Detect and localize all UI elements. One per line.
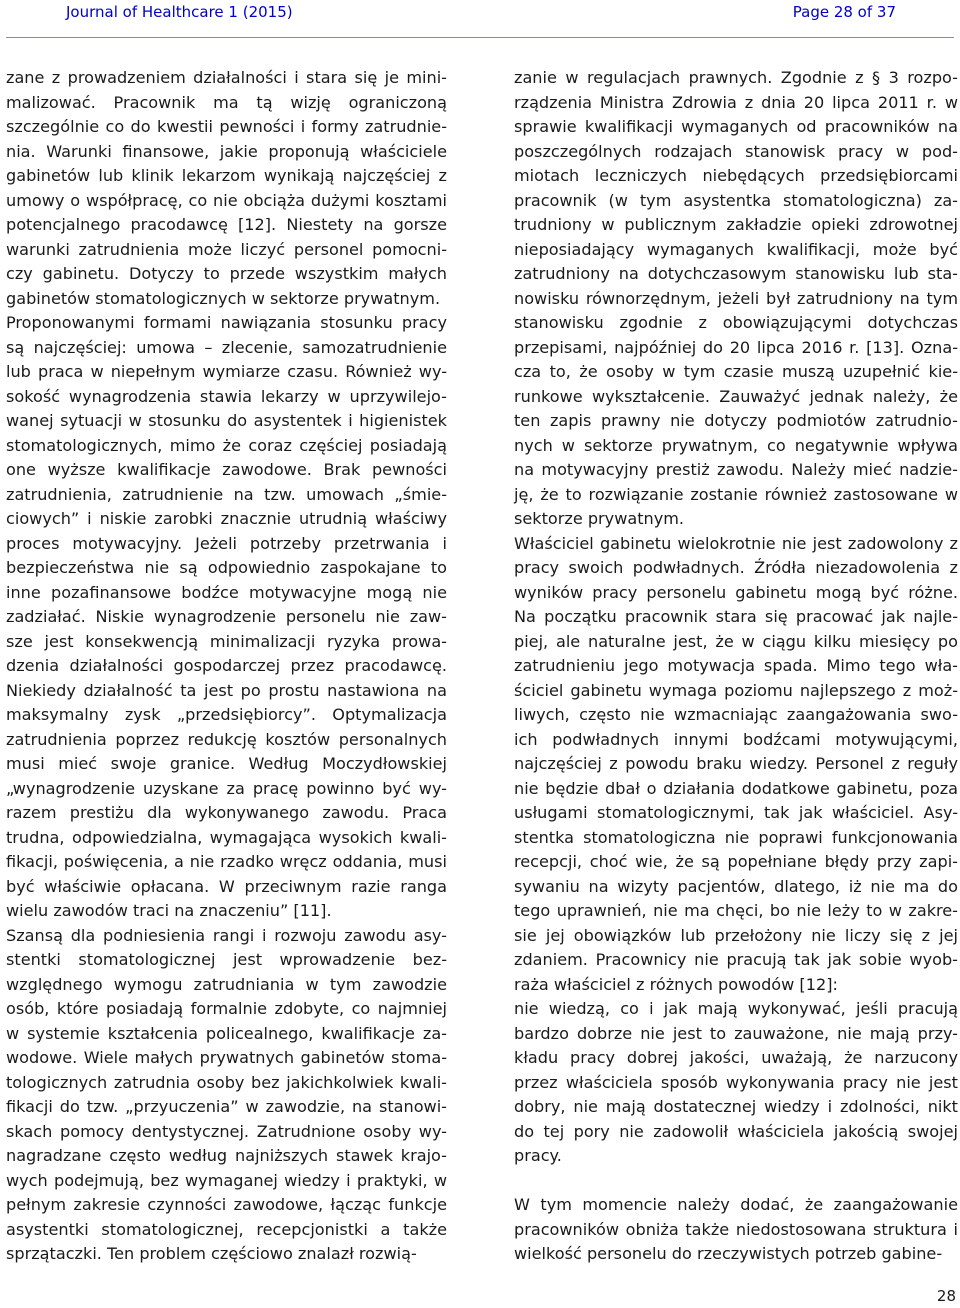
text-line: nieposiadający wymaganych kwalifikacji, może być xyxy=(514,239,958,259)
text-line: zdaniem. Pracownicy nie pracują tak jak sobie wyob- xyxy=(514,950,958,969)
text-line: ję, że to rozwiązanie zostanie również zastosowane w xyxy=(514,484,958,504)
text-line: zatrudnienia poprzez redukcję kosztów personalnych xyxy=(6,729,447,749)
text-line: być właściwie opłacana. W przeciwnym razie ranga xyxy=(6,876,447,896)
page-indicator: Page 28 of 37 xyxy=(792,3,896,21)
text-line: warunki zatrudnienia może liczyć personel pomocni- xyxy=(6,239,447,259)
text-line: kładu pracy dobrej jakości, uważają, że narzucony xyxy=(514,1048,958,1067)
text-line: stentka stomatologiczna nie poprawi funkcjonowania xyxy=(514,827,958,847)
text-line: gabinetów lub klinik lekarzom wynikają najczęściej z xyxy=(6,166,447,185)
text-line: raża właściciel z różnych powodów [12]: xyxy=(514,974,838,994)
paragraph-gap xyxy=(514,1169,958,1194)
text-line: liwych, często nie wzmacniając zaangażowania swo- xyxy=(514,705,958,724)
text-line: wodowe. Wiele małych prywatnych gabinetów stoma- xyxy=(6,1048,447,1067)
text-line: maksymalny zysk „przedsiębiorcy”. Optymalizacja xyxy=(6,705,447,724)
text-line: bardzo dobrze nie jest to zauważone, nie mają przy- xyxy=(514,1023,958,1043)
text-line: nie wiedzą, co i jak mają wykonywać, jeśli pracują xyxy=(514,999,958,1018)
text-line: asystentki stomatologicznej, recepcjonistki a także xyxy=(6,1219,447,1239)
text-line: nowisku równorzędnym, jeżeli był zatrudniony na tym xyxy=(514,288,958,308)
text-line: tego uprawnień, nie ma chęci, bo nie leży to w zakre- xyxy=(514,901,958,920)
text-line: recepcji, choć wie, że są popełniane błędy przy zapi- xyxy=(514,852,958,871)
text-line: W tym momencie należy dodać, że zaangażowanie xyxy=(514,1195,958,1214)
text-line: przepisami, najpóźniej do 20 lipca 2016 r. [13]. Ozna- xyxy=(514,337,958,357)
text-line: miotach leczniczych niebędących przedsiębiorcami xyxy=(514,166,958,185)
text-line: malizować. Pracownik ma tą wizję ograniczoną xyxy=(6,92,447,112)
text-line: nia. Warunki finansowe, jakie proponują właściciele xyxy=(6,141,447,161)
text-line: pracownik (w tym asystentka stomatologiczna) za- xyxy=(514,190,958,210)
text-line: runkowe wykształcenie. Zauważyć jednak należy, że xyxy=(514,386,958,406)
text-line: rządzenia Ministra Zdrowia z dnia 20 lipca 2011 r. w xyxy=(514,92,958,112)
text-line: sektorze prywatnym. xyxy=(514,509,685,528)
text-line: tologicznych zatrudnia osoby bez jakichkolwiek kwali- xyxy=(6,1072,447,1092)
text-line: ten zapis prawny nie dotyczy podmiotów zatrudnio- xyxy=(514,411,958,430)
text-line: nagradzane często według najniższych stawek krajo- xyxy=(6,1146,447,1165)
text-line: dzenia działalności gospodarczej przez pracodawcę. xyxy=(6,656,447,675)
text-line: „wynagrodzenie uzyskane za pracę powinno być wy- xyxy=(6,778,447,798)
text-line: pełnym zakresie czynności zawodowe, łącząc funkcje xyxy=(6,1195,447,1214)
text-line: pracy. xyxy=(514,1146,562,1165)
text-line: piej, ale naturalne jest, że w ciągu kilku miesięcy po xyxy=(514,631,958,651)
text-line: wych podejmują, bez wymaganej wiedzy i praktyki, w xyxy=(6,1170,447,1190)
text-line: umowy o współpracę, co nie obciąża dużymi kosztami xyxy=(6,190,447,210)
text-line: czy gabinetu. Dotyczy to przede wszystkim małych xyxy=(6,264,447,283)
text-line: stomatologicznych, mimo że coraz częściej posiadają xyxy=(6,435,447,455)
text-line: sie jej obowiązków lub przełożony nie liczy się z jej xyxy=(514,925,958,945)
text-line: Właściciel gabinetu wielokrotnie nie jest zadowolony z xyxy=(514,533,958,553)
text-line: usługami stomatologicznymi, tak jak właściciel. Asy- xyxy=(514,803,958,822)
text-line: pracy swoich podwładnych. Źródła niezadowolenia z xyxy=(514,558,958,577)
text-line: inne pozafinansowe bodźce motywacyjne mogą nie xyxy=(6,582,447,602)
text-line: ściciel gabinetu wymaga poziomu najlepszego z moż- xyxy=(514,680,958,700)
left-column xyxy=(6,66,447,1267)
text-line: fikacji, poświęcenia, a nie rzadko wręcz oddania, musi xyxy=(6,852,447,871)
text-line: wyników pracy personelu gabinetu mogą być różne. xyxy=(514,582,958,602)
running-header xyxy=(0,0,960,40)
text-line: są najczęściej: umowa – zlecenie, samozatrudnienie xyxy=(6,337,447,357)
text-line: wielu zawodów traci na znaczeniu” [11]. xyxy=(6,901,332,920)
text-line: na motywacyjny prestiż zawodu. Należy mieć nadzie- xyxy=(514,460,958,479)
text-line: ciowych” i niskie zarobki znacznie utrudnią właściwy xyxy=(6,509,447,528)
text-line: cza to, że osoby w tym czasie muszą uzupełnić kie- xyxy=(514,362,958,381)
text-line: gabinetów stomatologicznych w sektorze prywatnym. xyxy=(6,288,441,308)
text-line: sokość wynagrodzenia stawia lekarzy w uprzywilejo- xyxy=(6,386,447,406)
text-line: musi mieć swoje granice. Według Moczydłowskiej xyxy=(6,754,447,773)
text-line: fikacji do tzw. „przyuczenia” w zawodzie, na stanowi- xyxy=(6,1097,447,1116)
text-line: potencjalnego pracodawcę [12]. Niestety na gorsze xyxy=(6,215,447,234)
text-line: zatrudniony na dotychczasowym stanowisku lub sta- xyxy=(514,264,958,283)
page-number: 28 xyxy=(936,1287,956,1305)
text-line: osób, które posiadają formalnie zdobyte, co najmniej xyxy=(6,999,447,1018)
text-line: pracowników obniża także niedostosowana struktura i xyxy=(514,1219,958,1239)
text-line: skach pomocy dentystycznej. Zatrudnione osoby wy- xyxy=(6,1121,447,1141)
text-line: zanie w regulacjach prawnych. Zgodnie z § 3 rozpo- xyxy=(514,68,958,87)
text-line: razem prestiżu dla wykonywanego zawodu. Praca xyxy=(6,803,447,822)
text-line: sprawie kwalifikacji wymaganych od pracowników na xyxy=(514,117,958,136)
text-line: najczęściej z powodu braku wiedzy. Personel z reguły xyxy=(514,754,958,773)
text-line: zatrudnienia, zatrudnienie na tzw. umowach „śmie- xyxy=(6,484,447,504)
journal-title: Journal of Healthcare 1 (2015) xyxy=(66,3,293,21)
text-line: sywaniu na wizyty pacjentów, dlatego, iż nie ma do xyxy=(514,876,958,896)
text-line: stanowisku zgodnie z obowiązującymi dotychczas xyxy=(514,313,958,332)
text-line: lub praca w niepełnym wymiarze czasu. Również wy- xyxy=(6,362,447,381)
text-line: nych w sektorze prywatnym, co negatywnie wpływa xyxy=(514,435,958,455)
text-line: szczególnie co do kwestii pewności i formy zatrudnie- xyxy=(6,117,447,136)
text-line: dobry, nie mają dostatecznej wiedzy i zdolności, nikt xyxy=(514,1097,958,1116)
text-line: Na początku pracownik stara się pracować jak najle- xyxy=(514,607,958,626)
text-line: Niekiedy działalność ta jest po prostu nastawiona na xyxy=(6,680,447,700)
text-line: zadziałać. Niskie wynagrodzenie personelu nie zaw- xyxy=(6,607,447,626)
text-line: zatrudnieniu jego motywacja spada. Mimo tego wła- xyxy=(514,656,958,675)
right-column xyxy=(514,66,958,1267)
header-rule xyxy=(6,37,954,38)
text-line: stentki stomatologicznej jest wprowadzenie bez- xyxy=(6,950,447,969)
text-line: Proponowanymi formami nawiązania stosunku pracy xyxy=(6,313,447,332)
text-line: poszczególnych rodzajach stanowisk pracy w pod- xyxy=(514,141,958,161)
text-line: proces motywacyjny. Jeżeli potrzeby przetrwania i xyxy=(6,533,447,553)
text-line: do tej pory nie zadowolił właściciela jakością swojej xyxy=(514,1121,958,1141)
text-line: trudna, odpowiedzialna, wymagająca wysokich kwali- xyxy=(6,827,447,847)
text-line: przez właściciela sposób wykonywania pracy nie jest xyxy=(514,1072,958,1092)
text-line: trudniony w publicznym zakładzie opieki zdrowotnej xyxy=(514,215,958,234)
text-line: Szansą dla podniesienia rangi i rozwoju zawodu asy- xyxy=(6,925,447,945)
text-line: ich podwładnych innymi bodźcami motywującymi, xyxy=(514,729,958,749)
text-line: sze jest konsekwencją minimalizacji ryzyka prowa- xyxy=(6,631,447,651)
text-line: nie będzie dbał o działania dodatkowe gabinetu, poza xyxy=(514,778,958,798)
text-line: w systemie kształcenia policealnego, kwalifikacje za- xyxy=(6,1023,447,1043)
text-line: sprzątaczki. Ten problem częściowo znalazł rozwią- xyxy=(6,1244,417,1263)
text-line: bezpieczeństwa nie są odpowiednio zaspokajane to xyxy=(6,558,447,577)
text-line: względnego wymogu zatrudniania w tym zawodzie xyxy=(6,974,447,994)
text-line: zane z prowadzeniem działalności i stara się je mini- xyxy=(6,68,447,87)
text-line: wielkość personelu do rzeczywistych potrzeb gabine- xyxy=(514,1244,943,1263)
text-line: one wyższe kwalifikacje zawodowe. Brak pewności xyxy=(6,460,447,479)
text-line: wanej sytuacji w stosunku do asystentek i higienistek xyxy=(6,411,447,430)
